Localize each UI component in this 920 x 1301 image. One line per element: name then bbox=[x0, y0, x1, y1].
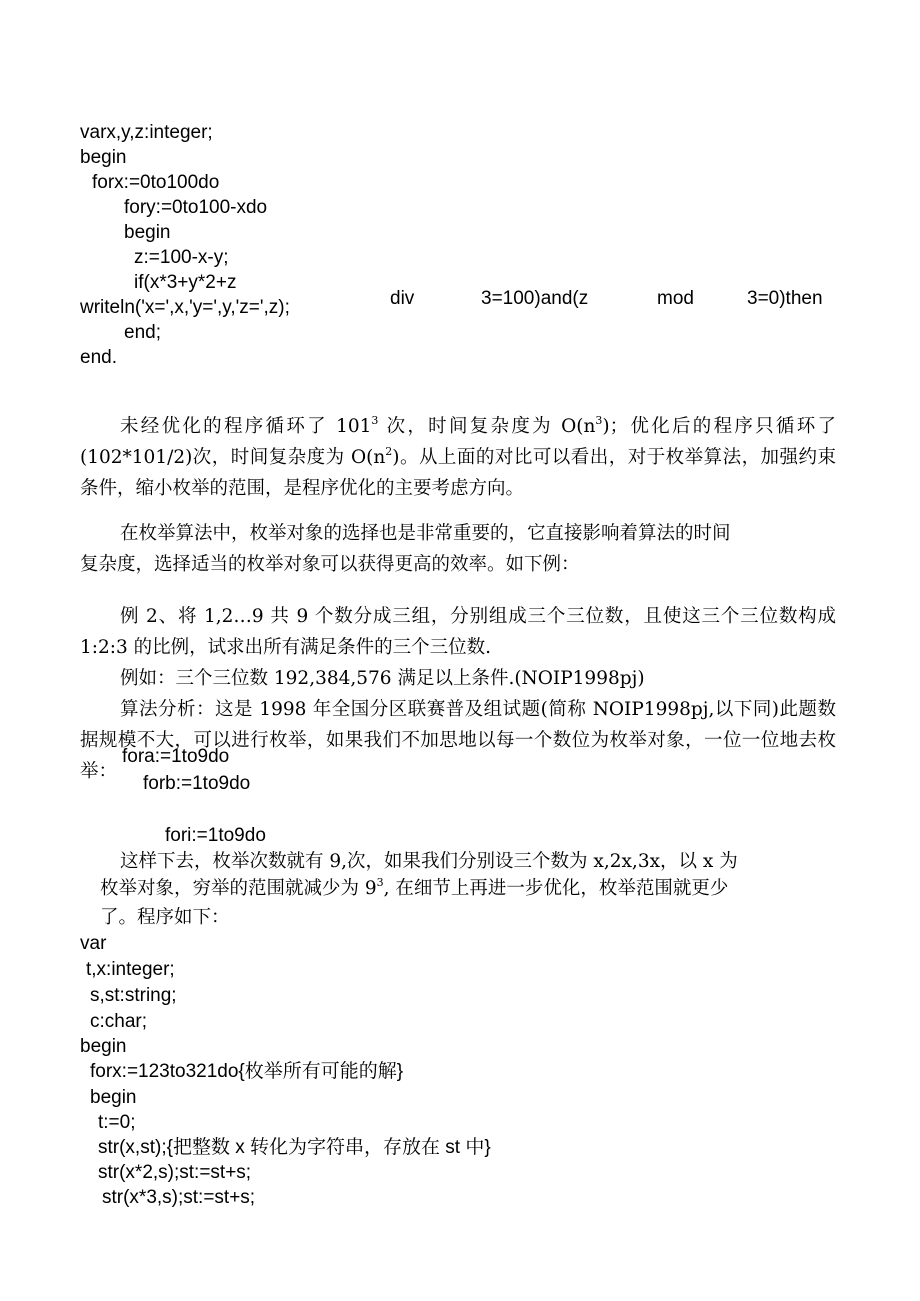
code3-line-10: str(x*2,s);st:=st+s; bbox=[98, 1162, 252, 1183]
code3-line-11: str(x*3,s);st:=st+s; bbox=[102, 1187, 256, 1208]
code3-line-9: str(x,st);{把整数 x 转化为字符串，存放在 st 中} bbox=[98, 1137, 491, 1158]
code1-line-5: begin bbox=[124, 222, 171, 243]
code3-line-7: begin bbox=[90, 1087, 137, 1108]
example-2-problem: 例 2、将 1,2…9 共 9 个数分成三组，分别组成三个三位数，且使这三个三位数构成 1:2:3 的比例，试求出所有满足条件的三个三位数. bbox=[80, 606, 836, 658]
code3-line-6: forx:=123to321do{枚举所有可能的解} bbox=[90, 1061, 404, 1082]
code3-line-2: t,x:integer; bbox=[86, 959, 175, 980]
code1-mod-token: mod bbox=[657, 288, 694, 309]
code1-line-9: end; bbox=[124, 322, 161, 343]
paragraph-enum-object-line-2: 复杂度，选择适当的枚举对象可以获得更高的效率。如下例： bbox=[80, 554, 580, 575]
code3-line-8: t:=0; bbox=[98, 1112, 136, 1133]
code3-line-1: var bbox=[80, 933, 107, 954]
code1-line-7: if(x*3+y*2+z bbox=[134, 272, 237, 293]
code3-line-5: begin bbox=[80, 1036, 127, 1057]
code1-condition-1: 3=100)and(z bbox=[481, 288, 589, 309]
code3-line-3: s,st:string; bbox=[90, 985, 177, 1006]
code2-line-3: fori:=1to9do bbox=[165, 825, 266, 846]
code3-line-4: c:char; bbox=[90, 1011, 148, 1032]
paragraph-reduce-line-2: 枚举对象，穷举的范围就减少为 $9^3$, 在细节上再进一步优化，枚举范围就更少 bbox=[100, 876, 729, 899]
code1-div-token: div bbox=[390, 288, 415, 309]
example-2-sample: 例如：三个三位数 192,384,576 满足以上条件.(NOIP1998pj) bbox=[120, 668, 645, 689]
code1-condition-2: 3=0)then bbox=[747, 288, 823, 309]
code2-line-1: fora:=1to9do bbox=[122, 746, 230, 767]
code1-line-1: varx,y,z:integer; bbox=[80, 122, 213, 143]
example-2-analysis: 算法分析：这是 1998 年全国分区联赛普及组试题(简称 NOIP1998pj,以下同)此题数据规模不大，可以进行枚举，如果我们不加思地以每一个数位为枚举对象，一位一位地去枚举： bbox=[80, 699, 836, 782]
code1-line-2: begin bbox=[80, 147, 127, 168]
paragraph-complexity: 未经优化的程序循环了 $101^3$ 次，时间复杂度为 $O(n^3)$；优化后的程序只循环了(102*101/2)次，时间复杂度为 $O(n^2)$。从上面的对比可以看出，对于枚举算法，加强约束条件，缩小枚举的范围，是程序优化的主要考虑方向。 bbox=[80, 414, 837, 499]
code1-line-8: writeln('x=',x,'y=',y,'z=',z); bbox=[80, 297, 290, 318]
code1-line-6: z:=100-x-y; bbox=[134, 247, 229, 268]
code2-line-2: forb:=1to9do bbox=[143, 773, 251, 794]
code1-line-10: end. bbox=[80, 347, 117, 368]
code1-line-3: forx:=0to100do bbox=[92, 172, 220, 193]
paragraph-enum-object-line-1: 在枚举算法中，枚举对象的选择也是非常重要的，它直接影响着算法的时间 bbox=[120, 523, 731, 544]
code1-line-4: fory:=0to100-xdo bbox=[124, 197, 268, 218]
paragraph-reduce-line-1: 这样下去，枚举次数就有 9,次，如果我们分别设三个数为 x,2x,3x，以 x 为 bbox=[120, 851, 738, 872]
paragraph-reduce-line-3: 了。程序如下： bbox=[100, 907, 230, 928]
